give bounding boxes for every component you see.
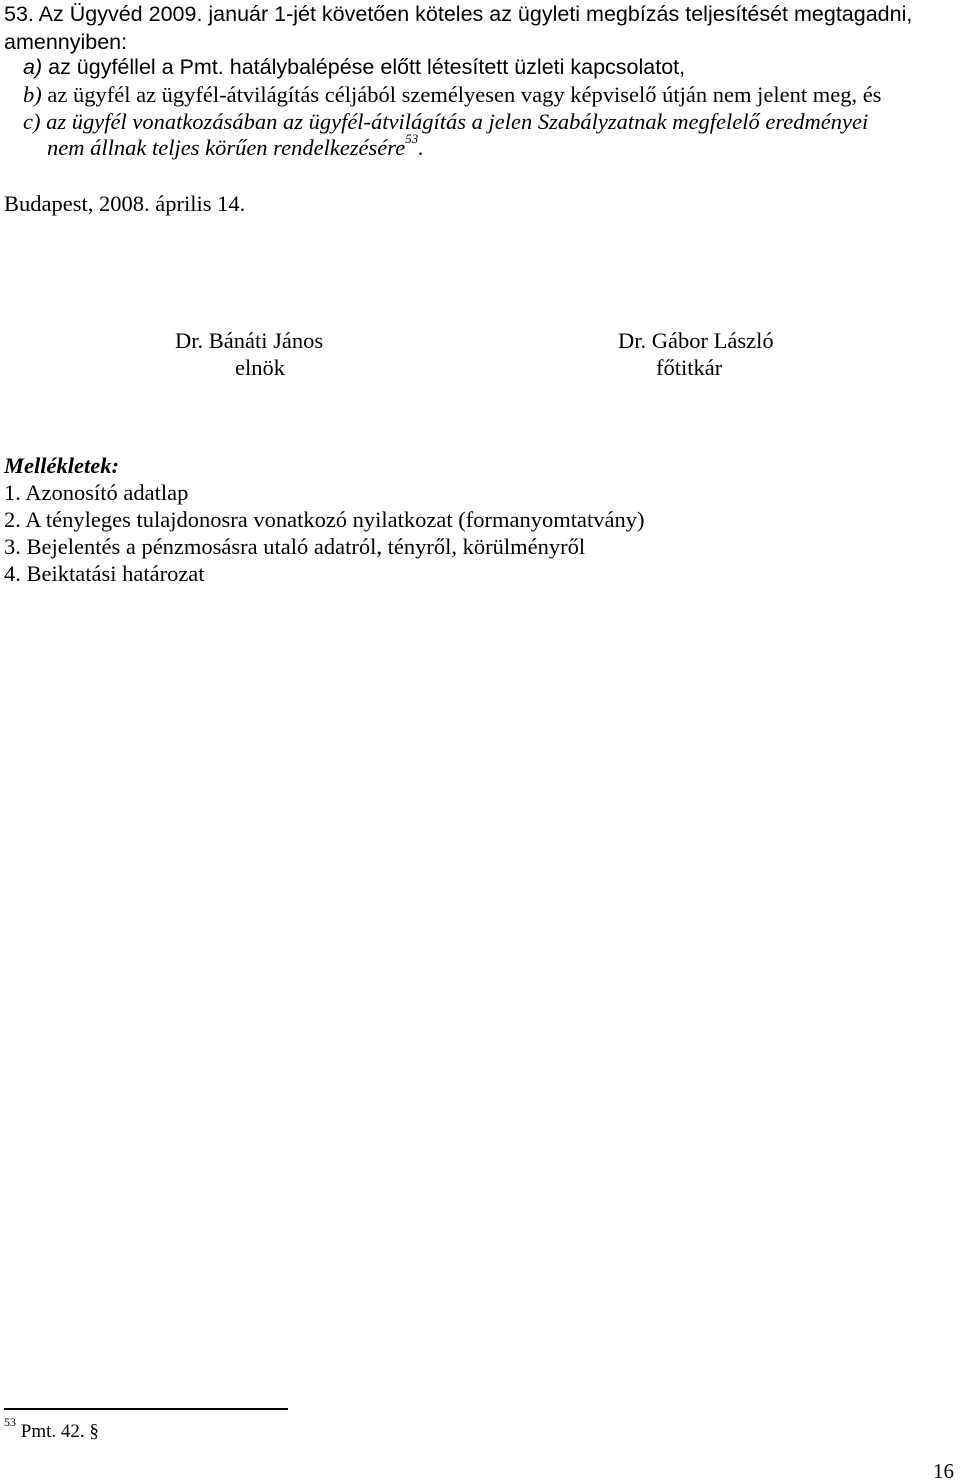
item-c-line1: c) az ügyfél vonatkozásában az ügyfél-átvilágítás a jelen Szabályzatnak megfelelő eredményei: [23, 109, 869, 134]
section-symbol: §: [89, 1421, 99, 1442]
attachment-item: 4. Beiktatási határozat: [4, 561, 205, 586]
attachment-item: 3. Bejelentés a pénzmosásra utaló adatról, tényről, körülményről: [4, 534, 586, 559]
footnote-divider: [4, 1408, 288, 1410]
item-a-marker: a): [23, 55, 43, 79]
footnote-text: Pmt. 42.: [20, 1421, 90, 1442]
signatory-2-name: Dr. Gábor László: [618, 328, 774, 353]
item-c-line2: [47, 131, 424, 161]
footnote: [4, 1415, 99, 1443]
item-c-text: nem állnak teljes körűen rendelkezésére: [47, 135, 406, 160]
item-a-text: az ügyféllel a Pmt. hatálybalépése előtt létesített üzleti kapcsolatot,: [48, 55, 686, 79]
item-b: [23, 82, 881, 108]
item-a: [23, 55, 685, 80]
place-date: Budapest, 2008. április 14.: [4, 191, 246, 216]
section-heading-line2: amennyiben:: [4, 30, 128, 54]
signatory-1-title: elnök: [235, 355, 285, 380]
section-heading-line1: 53. Az Ügyvéd 2009. január 1-jét követően köteles az ügyleti megbízás teljesítését megtagadni,: [4, 2, 913, 26]
footnote-number: 53: [4, 1415, 16, 1429]
attachment-item: 1. Azonosító adatlap: [4, 480, 189, 505]
page-number: 16: [933, 1459, 954, 1483]
item-b-text: az ügyfél az ügyfél-átvilágítás céljából személyesen vagy képviselő útján nem jelent meg, és: [47, 82, 882, 107]
item-b-marker: b): [23, 82, 42, 107]
attachment-item: 2. A tényleges tulajdonosra vonatkozó nyilatkozat (formanyomtatvány): [4, 507, 645, 532]
signatory-2-title: főtitkár: [656, 355, 723, 380]
attachments-heading: Mellékletek:: [4, 453, 119, 478]
footnote-reference[interactable]: 53: [405, 131, 419, 146]
signatory-1-name: Dr. Bánáti János: [175, 328, 324, 353]
item-c-end: .: [418, 135, 424, 160]
